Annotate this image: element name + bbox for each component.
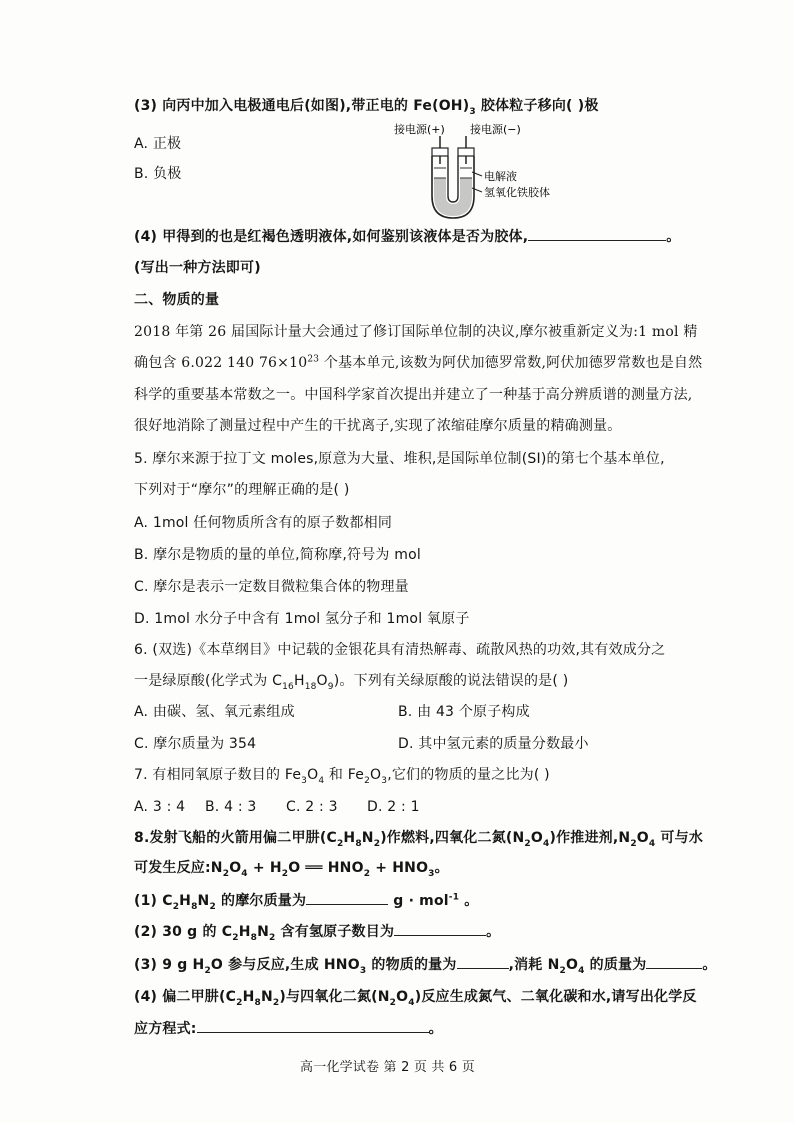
q7-option-c[interactable]: C. 2 : 3	[286, 799, 338, 815]
q8-part-2: (2) 30 g 的 $C_2H_8N_2$ 含有氢原子数目为 。	[134, 921, 500, 942]
left-stopper	[432, 148, 448, 156]
passage-line-1: 2018 年第 26 届国际计量大会通过了修订国际单位制的决议,摩尔被重新定义为:1 mol 精	[134, 324, 698, 340]
passage-line-3: 科学的重要基本常数之一。中国科学家首次提出并建立了一种基于高分辨质谱的测量方法,	[134, 387, 693, 403]
q5-option-b[interactable]: B. 摩尔是物质的量的单位,简称摩,符号为 mol	[134, 547, 421, 563]
q6-stem-line-2: 一是绿原酸(化学式为 $C_{16}H_{18}O_9$)。下列有关绿原酸的说法错误的是( )	[134, 673, 569, 692]
q5-stem-line-2: 下列对于“摩尔”的理解正确的是( )	[134, 482, 350, 498]
page-footer: 高一化学试卷 第 2 页 共 6 页	[300, 1060, 475, 1075]
anode-label: 接电源(+)	[394, 123, 445, 136]
colloid-fill	[434, 178, 472, 216]
q5-option-a[interactable]: A. 1mol 任何物质所含有的原子数都相同	[134, 515, 393, 531]
cathode-label: 接电源(−)	[470, 123, 521, 136]
q6-option-a[interactable]: A. 由碳、氢、氧元素组成	[134, 704, 295, 720]
u-tube-electrophoresis-diagram	[394, 122, 568, 222]
q6-option-d[interactable]: D. 其中氢元素的质量分数最小	[398, 736, 589, 752]
q5-stem-line-1: 5. 摩尔来源于拉丁文 moles,原意为大量、堆积,是国际单位制(SI)的第七个基本单位,	[134, 451, 665, 467]
q7-option-a[interactable]: A. 3 : 4	[134, 799, 186, 815]
passage-line-2: 确包含 6.022 140 $76\times 10^{23}$ 个基本单元,该数为阿伏加德罗常数,阿伏加德罗常数也是自然	[134, 354, 703, 371]
q7-option-b[interactable]: B. 4 : 3	[205, 799, 257, 815]
section-title: 二、物质的量	[134, 292, 220, 308]
q6-option-b[interactable]: B. 由 43 个原子构成	[398, 704, 530, 720]
q8-part-2-blank[interactable]	[394, 921, 486, 936]
q8-part-1-blank[interactable]	[306, 890, 388, 905]
u-tube-inner	[448, 156, 458, 202]
q8-part-3: (3) 9 g $H_2O$ 参与反应,生成 $HNO_3$ 的物质的量为 ,消耗 $N_2O_4$ 的质量为 。	[134, 954, 717, 975]
q8-stem-line-2: 可发生反应$:N_2O_4 + H_2O$ ══ $HNO_2 + HNO_3$。	[134, 860, 449, 879]
q3-stem: (3) 向丙中加入电极通电后(如图),带正电的 $Fe(OH)_3$ 胶体粒子移向( )极	[134, 98, 599, 117]
q7-stem: 7. 有相同氧原子数目的 $Fe_3O_4$ 和 $Fe_2O_3$,它们的物质的量之比为( )	[134, 767, 550, 786]
q3-option-b[interactable]: B. 负极	[134, 166, 182, 182]
q4-note: (写出一种方法即可)	[134, 260, 261, 276]
q8-part-4: (4) 偏二甲肼$(C_2H_8N_2)$与四氧化二氮$(N_2O_4)$反应生成氮气、二氧化碳和水,请写出化学反	[134, 989, 697, 1008]
passage-line-4: 很好地消除了测量过程中产生的干扰离子,实现了浓缩硅摩尔质量的精确测量。	[134, 418, 622, 434]
q8-part-3-blank-1[interactable]	[457, 954, 509, 969]
q8-part-4-blank[interactable]	[197, 1018, 429, 1033]
electrolyte-label: 电解液	[484, 170, 517, 183]
q7-option-d[interactable]: D. 2 : 1	[367, 799, 420, 815]
q8-part-3-blank-2[interactable]	[646, 954, 702, 969]
q4-answer-blank[interactable]	[528, 226, 666, 241]
q6-stem-line-1: 6. (双选)《本草纲目》中记载的金银花具有清热解毒、疏散风热的功效,其有效成分之	[134, 642, 666, 658]
q5-option-c[interactable]: C. 摩尔是表示一定数目微粒集合体的物理量	[134, 579, 409, 595]
right-stopper	[458, 148, 474, 156]
q8-part-1: (1) $C_2H_8N_2$ 的摩尔质量为 g · mol$^{-1}$ 。	[134, 890, 478, 911]
q8-stem-line-1: 8.发射飞船的火箭用偏二甲肼$(C_2H_8N_2)$作燃料,四氧化二氮$(N_2O_4)$作推进剂$,N_2O_4$ 可与水	[134, 830, 704, 849]
q8-part-4-line-2: 应方程式: 。	[134, 1018, 443, 1039]
q3-option-a[interactable]: A. 正极	[134, 136, 182, 152]
q5-option-d[interactable]: D. 1mol 水分子中含有 1mol 氢分子和 1mol 氧原子	[134, 611, 470, 627]
colloid-label: 氢氧化铁胶体	[484, 186, 550, 199]
q6-option-c[interactable]: C. 摩尔质量为 354	[134, 736, 257, 752]
q4-stem: (4) 甲得到的也是红褐色透明液体,如何鉴别该液体是否为胶体, 。	[134, 226, 680, 247]
